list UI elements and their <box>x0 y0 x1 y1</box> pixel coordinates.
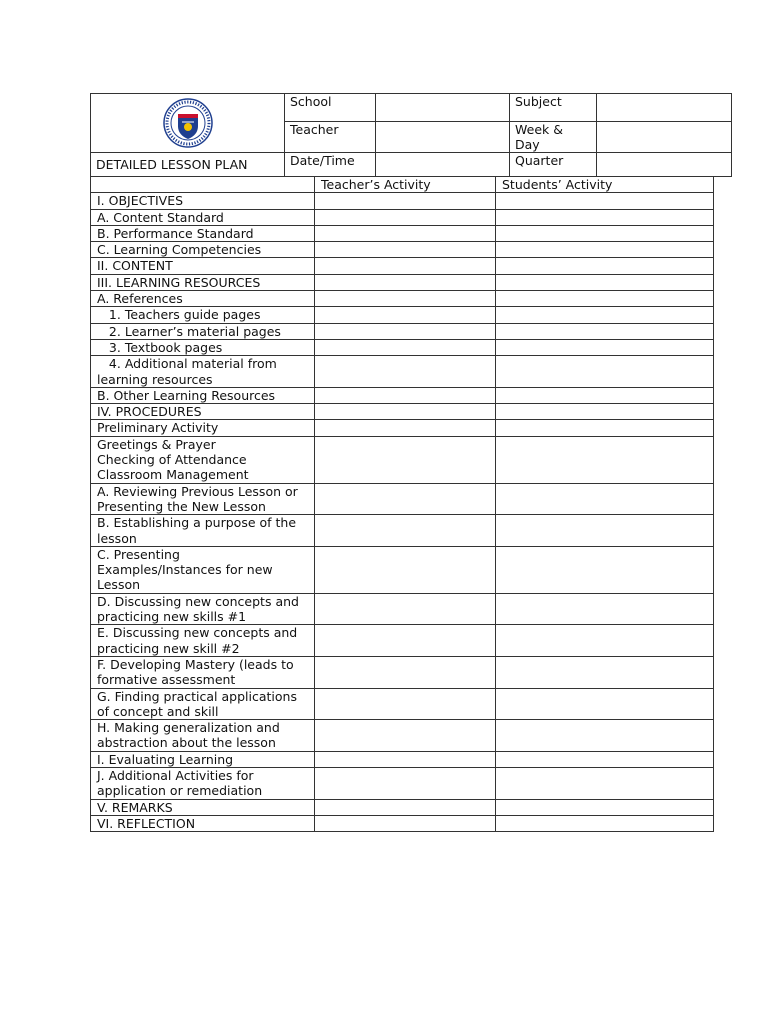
table-row <box>91 436 714 483</box>
teacher-activity-cell[interactable] <box>315 291 496 307</box>
row-label: F. Developing Mastery (leads to formative assessment <box>91 656 315 688</box>
row-label: I. Evaluating Learning <box>91 751 315 767</box>
teacher-activity-cell[interactable] <box>315 258 496 274</box>
table-row <box>91 515 714 547</box>
row-label: VI. REFLECTION <box>91 815 315 831</box>
teacher-activity-cell[interactable] <box>315 209 496 225</box>
column-header-students: Students’ Activity <box>496 177 714 193</box>
student-activity-cell[interactable] <box>496 483 714 515</box>
teacher-activity-cell[interactable] <box>315 751 496 767</box>
table-row <box>91 799 714 815</box>
row-label: C. Presenting Examples/Instances for new Lesson <box>91 546 315 593</box>
table-row <box>91 656 714 688</box>
row-label: B. Performance Standard <box>91 225 315 241</box>
row-label: Preliminary Activity <box>91 420 315 436</box>
table-row <box>91 720 714 752</box>
row-label: I. OBJECTIVES <box>91 193 315 209</box>
student-activity-cell[interactable] <box>496 436 714 483</box>
student-activity-cell[interactable] <box>496 404 714 420</box>
teacher-activity-cell[interactable] <box>315 436 496 483</box>
teacher-activity-cell[interactable] <box>315 593 496 625</box>
table-row <box>91 815 714 831</box>
student-activity-cell[interactable] <box>496 225 714 241</box>
table-row <box>91 209 714 225</box>
teacher-activity-cell[interactable] <box>315 767 496 799</box>
student-activity-cell[interactable] <box>496 546 714 593</box>
student-activity-cell[interactable] <box>496 420 714 436</box>
student-activity-cell[interactable] <box>496 193 714 209</box>
student-activity-cell[interactable] <box>496 356 714 388</box>
student-activity-cell[interactable] <box>496 387 714 403</box>
subject-label: Subject <box>510 94 597 122</box>
student-activity-cell[interactable] <box>496 274 714 290</box>
student-activity-cell[interactable] <box>496 291 714 307</box>
table-row <box>91 404 714 420</box>
table-row <box>91 483 714 515</box>
column-header <box>91 177 315 193</box>
table-row <box>91 688 714 720</box>
row-label: E. Discussing new concepts and practicing new skill #2 <box>91 625 315 657</box>
teacher-activity-cell[interactable] <box>315 656 496 688</box>
student-activity-cell[interactable] <box>496 799 714 815</box>
table-row <box>91 356 714 388</box>
week-day-field[interactable] <box>597 122 732 153</box>
week-day-label: Week & Day <box>510 122 597 153</box>
row-label: 1. Teachers guide pages <box>91 307 315 323</box>
quarter-label: Quarter <box>510 153 597 177</box>
teacher-activity-cell[interactable] <box>315 815 496 831</box>
teacher-activity-cell[interactable] <box>315 193 496 209</box>
teacher-activity-cell[interactable] <box>315 274 496 290</box>
row-label: B. Other Learning Resources <box>91 387 315 403</box>
student-activity-cell[interactable] <box>496 339 714 355</box>
table-row <box>91 307 714 323</box>
row-label: 4. Additional material from learning resources <box>91 356 315 388</box>
row-label: Greetings & Prayer Checking of Attendance Classroom Management <box>91 436 315 483</box>
table-row <box>91 387 714 403</box>
teacher-activity-cell[interactable] <box>315 515 496 547</box>
table-row <box>91 546 714 593</box>
student-activity-cell[interactable] <box>496 720 714 752</box>
student-activity-cell[interactable] <box>496 656 714 688</box>
table-row <box>91 593 714 625</box>
student-activity-cell[interactable] <box>496 515 714 547</box>
quarter-field[interactable] <box>597 153 732 177</box>
row-label: B. Establishing a purpose of the lesson <box>91 515 315 547</box>
teacher-activity-cell[interactable] <box>315 225 496 241</box>
teacher-activity-cell[interactable] <box>315 799 496 815</box>
row-label: H. Making generalization and abstraction about the lesson <box>91 720 315 752</box>
student-activity-cell[interactable] <box>496 258 714 274</box>
row-label: IV. PROCEDURES <box>91 404 315 420</box>
lesson-plan-table <box>90 176 714 832</box>
table-row <box>91 225 714 241</box>
header-table <box>90 93 732 177</box>
teacher-activity-cell[interactable] <box>315 483 496 515</box>
table-row <box>91 274 714 290</box>
deped-seal-icon <box>163 98 213 148</box>
teacher-activity-cell[interactable] <box>315 688 496 720</box>
table-row <box>91 258 714 274</box>
row-label: A. Reviewing Previous Lesson or Presenting the New Lesson <box>91 483 315 515</box>
table-row <box>91 625 714 657</box>
teacher-activity-cell[interactable] <box>315 420 496 436</box>
table-row <box>91 323 714 339</box>
student-activity-cell[interactable] <box>496 242 714 258</box>
teacher-activity-cell[interactable] <box>315 356 496 388</box>
subject-field[interactable] <box>597 94 732 122</box>
logo-cell <box>91 94 285 153</box>
school-field[interactable] <box>376 94 510 122</box>
teacher-activity-cell[interactable] <box>315 339 496 355</box>
row-label: II. CONTENT <box>91 258 315 274</box>
row-label: G. Finding practical applications of concept and skill <box>91 688 315 720</box>
school-label: School <box>285 94 376 122</box>
teacher-activity-cell[interactable] <box>315 546 496 593</box>
date-time-label: Date/Time <box>285 153 376 177</box>
row-label: III. LEARNING RESOURCES <box>91 274 315 290</box>
student-activity-cell[interactable] <box>496 688 714 720</box>
row-label: V. REMARKS <box>91 799 315 815</box>
teacher-activity-cell[interactable] <box>315 625 496 657</box>
table-row <box>91 193 714 209</box>
student-activity-cell[interactable] <box>496 815 714 831</box>
student-activity-cell[interactable] <box>496 593 714 625</box>
table-row <box>91 291 714 307</box>
row-label: 3. Textbook pages <box>91 339 315 355</box>
document-title: DETAILED LESSON PLAN <box>91 153 285 177</box>
teacher-activity-cell[interactable] <box>315 242 496 258</box>
row-label: 2. Learner’s material pages <box>91 323 315 339</box>
row-label: A. Content Standard <box>91 209 315 225</box>
teacher-activity-cell[interactable] <box>315 387 496 403</box>
teacher-activity-cell[interactable] <box>315 720 496 752</box>
student-activity-cell[interactable] <box>496 307 714 323</box>
date-time-field[interactable] <box>376 153 510 177</box>
row-label: A. References <box>91 291 315 307</box>
table-row <box>91 339 714 355</box>
row-label: C. Learning Competencies <box>91 242 315 258</box>
row-label: J. Additional Activities for application or remediation <box>91 767 315 799</box>
student-activity-cell[interactable] <box>496 323 714 339</box>
table-row <box>91 420 714 436</box>
column-header-teacher: Teacher’s Activity <box>315 177 496 193</box>
student-activity-cell[interactable] <box>496 625 714 657</box>
table-row <box>91 767 714 799</box>
teacher-label: Teacher <box>285 122 376 153</box>
table-row <box>91 242 714 258</box>
student-activity-cell[interactable] <box>496 751 714 767</box>
teacher-activity-cell[interactable] <box>315 307 496 323</box>
student-activity-cell[interactable] <box>496 767 714 799</box>
row-label: D. Discussing new concepts and practicing new skills #1 <box>91 593 315 625</box>
student-activity-cell[interactable] <box>496 209 714 225</box>
teacher-activity-cell[interactable] <box>315 404 496 420</box>
table-row <box>91 751 714 767</box>
teacher-activity-cell[interactable] <box>315 323 496 339</box>
teacher-field[interactable] <box>376 122 510 153</box>
